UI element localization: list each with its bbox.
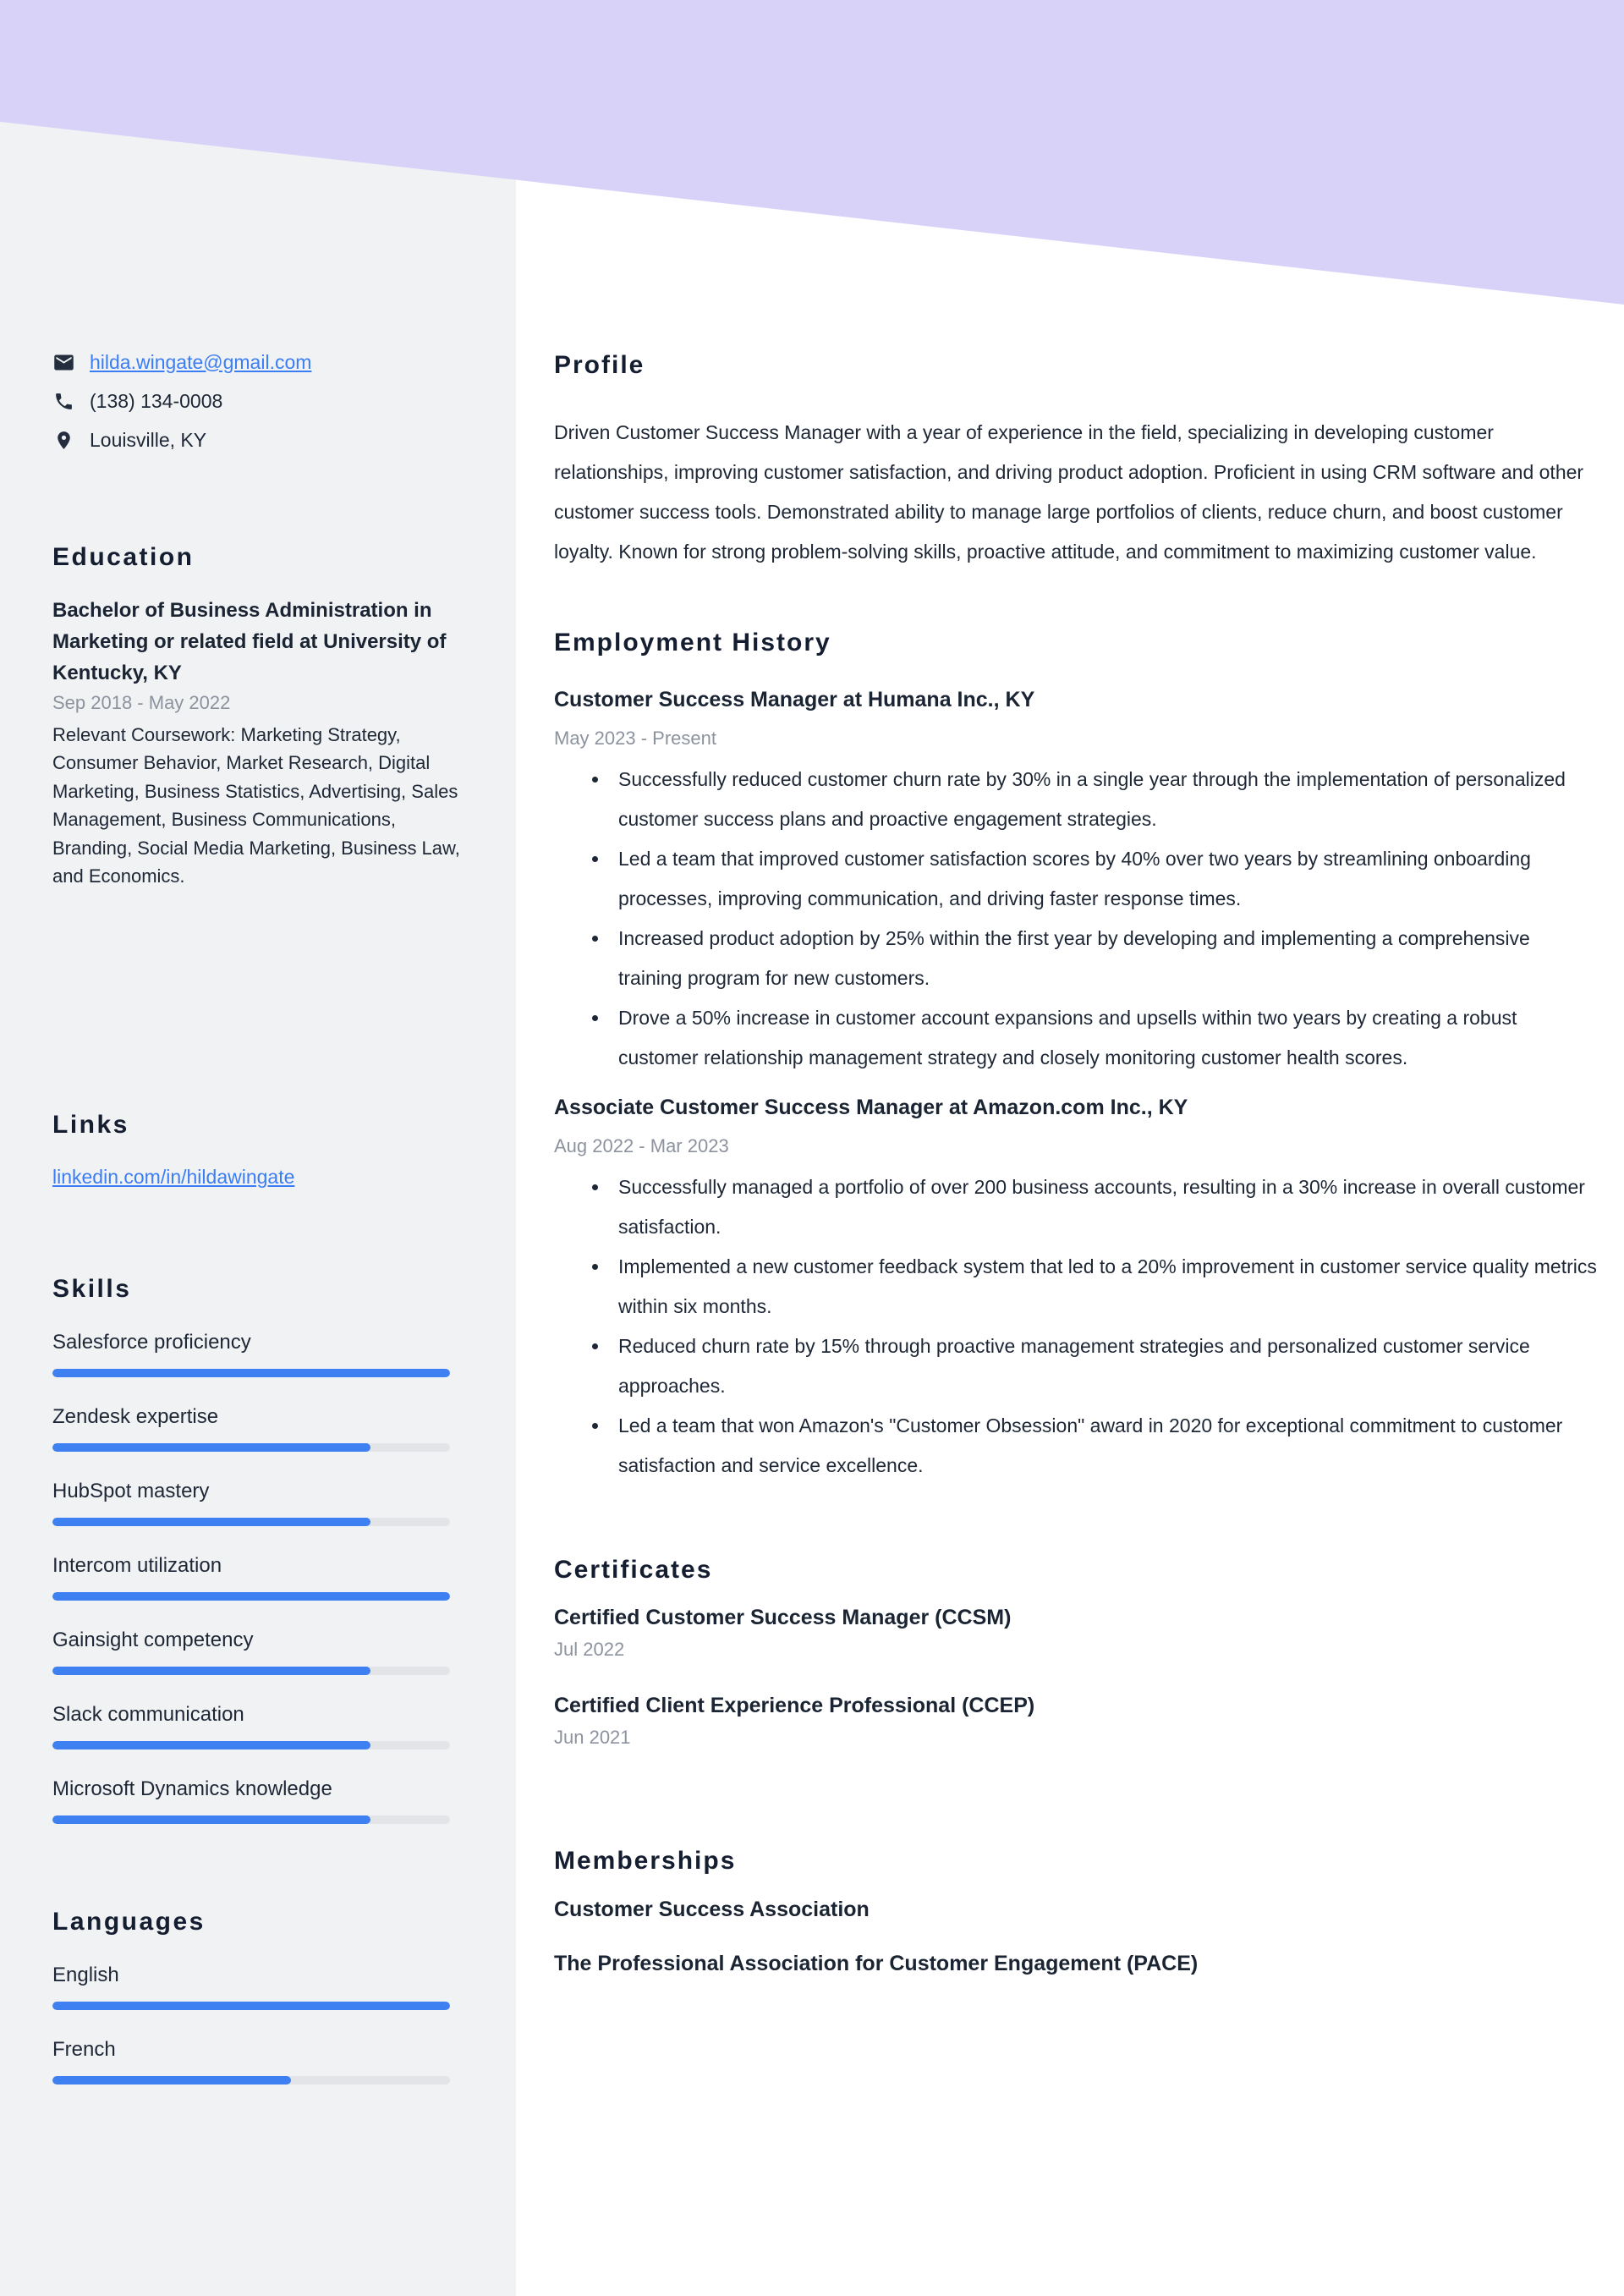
- skill-label: Zendesk expertise: [52, 1405, 219, 1429]
- skills-heading: Skills: [52, 1275, 132, 1304]
- language-label: French: [52, 2038, 116, 2062]
- language-label: English: [52, 1964, 119, 1987]
- employment-heading: Employment History: [554, 629, 831, 656]
- membership-item: Customer Success Association: [554, 1898, 870, 1921]
- main-column: [554, 349, 1599, 1976]
- links-heading: Links: [52, 1111, 129, 1140]
- certificates-heading: Certificates: [554, 1556, 713, 1584]
- email-icon: [52, 351, 75, 374]
- language-item: [52, 1961, 464, 2010]
- job-bullet-list: [554, 760, 1599, 1078]
- language-bar-fill: [52, 2002, 450, 2010]
- linkedin-link[interactable]: linkedin.com/in/hildawingate: [52, 1166, 295, 1189]
- language-bar-track: [52, 2076, 450, 2085]
- skill-bar-fill: [52, 1741, 370, 1749]
- location-text: Louisville, KY: [90, 428, 207, 451]
- skill-item: [52, 1328, 464, 1377]
- job-bullet-list: [554, 1167, 1599, 1486]
- job-title: Customer Success Manager at Humana Inc., KY: [554, 688, 1035, 711]
- memberships-heading: Memberships: [554, 1847, 737, 1875]
- education-degree: Bachelor of Business Administration in Marketing or related field at University of Kentucky, KY: [52, 599, 447, 684]
- certificate-date: Jun 2021: [554, 1727, 631, 1748]
- skill-item: [52, 1552, 464, 1601]
- skill-bar-track: [52, 1369, 450, 1377]
- skill-bar-track: [52, 1518, 450, 1526]
- skill-bar-fill: [52, 1518, 370, 1526]
- skill-bar-track: [52, 1592, 450, 1601]
- sidebar: [52, 343, 464, 2085]
- job-bullet: Successfully managed a portfolio of over 200 business accounts, resulting in a 30% increase in overall customer satisfaction.: [618, 1167, 1599, 1247]
- skill-label: Gainsight competency: [52, 1629, 254, 1652]
- skill-item: [52, 1700, 464, 1749]
- skill-item: [52, 1403, 464, 1452]
- language-bar-track: [52, 2002, 450, 2010]
- profile-text: Driven Customer Success Manager with a year of experience in the field, specializing in developing customer relationships, improving customer satisfaction, and driving product adoption. Proficient in using CRM software and other customer success tools. Demonstrated ability to manage large portfolios of clients, reduce churn, and boost customer loyalty. Known for strong problem-solving skills, proactive attitude, and commitment to maximizing customer value.: [554, 421, 1584, 563]
- skill-bar-fill: [52, 1443, 370, 1452]
- job-bullet: Led a team that won Amazon's "Customer Obsession" award in 2020 for exceptional commitment to customer satisfaction and service excellence.: [618, 1406, 1599, 1486]
- skill-label: Slack communication: [52, 1703, 244, 1727]
- skill-bar-fill: [52, 1369, 450, 1377]
- phone-icon: [52, 390, 75, 413]
- language-item: [52, 2035, 464, 2085]
- education-heading: Education: [52, 543, 195, 571]
- skill-label: HubSpot mastery: [52, 1480, 210, 1503]
- education-description: Relevant Coursework: Marketing Strategy, Consumer Behavior, Market Research, Digital Marketing, Business Statistics, Advertising, Sales Management, Business Communications, Branding, Social Media Marketing, Business Law, and Economics.: [52, 724, 460, 887]
- certificate-title: Certified Customer Success Manager (CCSM): [554, 1606, 1012, 1629]
- skill-bar-track: [52, 1741, 450, 1749]
- skill-item: [52, 1775, 464, 1824]
- skill-bar-fill: [52, 1815, 370, 1824]
- job-bullet: Increased product adoption by 25% within the first year by developing and implementing a comprehensive training program for new customers.: [618, 919, 1599, 998]
- email-link[interactable]: hilda.wingate@gmail.com: [90, 350, 312, 373]
- profile-heading: Profile: [554, 351, 645, 379]
- job-bullet: Reduced churn rate by 15% through proactive management strategies and personalized customer service approaches.: [618, 1327, 1599, 1406]
- education-dates: Sep 2018 - May 2022: [52, 692, 231, 713]
- contact-email-row: [52, 343, 464, 382]
- skill-item: [52, 1477, 464, 1526]
- job-bullet: Implemented a new customer feedback system that led to a 20% improvement in customer service quality metrics within six months.: [618, 1247, 1599, 1327]
- job-dates: May 2023 - Present: [554, 728, 716, 749]
- phone-number: (138) 134-0008: [90, 389, 223, 412]
- job-bullet: Successfully reduced customer churn rate by 30% in a single year through the implementation of personalized customer success plans and proactive engagement strategies.: [618, 760, 1599, 839]
- skill-label: Microsoft Dynamics knowledge: [52, 1777, 332, 1801]
- job-bullet: Led a team that improved customer satisfaction scores by 40% over two years by streamlining onboarding processes, improving communication, and driving faster response times.: [618, 839, 1599, 919]
- membership-item: The Professional Association for Customer Engagement (PACE): [554, 1952, 1199, 1975]
- contact-location-row: [52, 420, 464, 459]
- certificate-date: Jul 2022: [554, 1639, 625, 1660]
- skill-label: Salesforce proficiency: [52, 1331, 251, 1354]
- skill-bar-fill: [52, 1592, 450, 1601]
- skill-item: [52, 1626, 464, 1675]
- skill-bar-track: [52, 1667, 450, 1675]
- contact-phone-row: [52, 382, 464, 420]
- language-bar-fill: [52, 2076, 291, 2085]
- location-pin-icon: [52, 429, 75, 452]
- links-list: [52, 1164, 464, 1193]
- job-title: Associate Customer Success Manager at Amazon.com Inc., KY: [554, 1096, 1188, 1119]
- skill-bar-fill: [52, 1667, 370, 1675]
- skill-bar-track: [52, 1815, 450, 1824]
- certificate-title: Certified Client Experience Professional (CCEP): [554, 1694, 1035, 1717]
- skill-bar-track: [52, 1443, 450, 1452]
- job-bullet: Drove a 50% increase in customer account expansions and upsells within two years by creating a robust customer relationship management strategy and closely monitoring customer health scores.: [618, 998, 1599, 1078]
- languages-heading: Languages: [52, 1908, 206, 1936]
- skill-label: Intercom utilization: [52, 1554, 222, 1578]
- job-dates: Aug 2022 - Mar 2023: [554, 1135, 729, 1156]
